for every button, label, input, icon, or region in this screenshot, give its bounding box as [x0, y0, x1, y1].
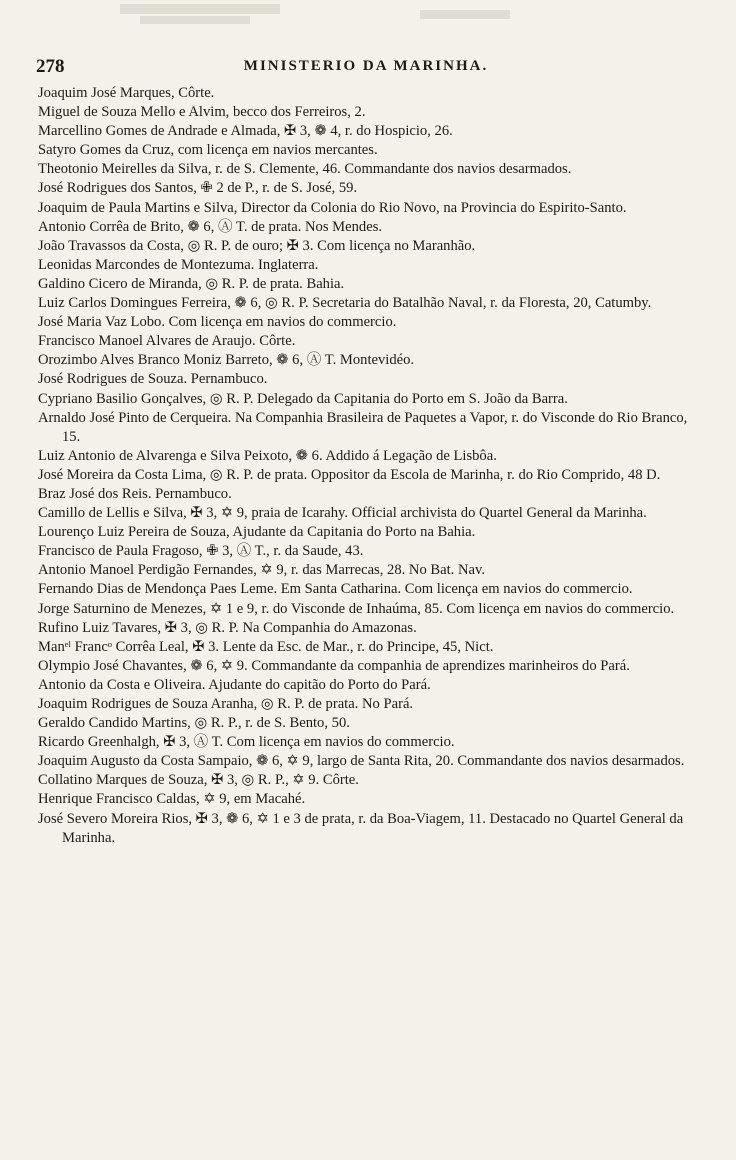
list-entry: Geraldo Candido Martins, ◎ R. P., r. de S. Bento, 50. — [38, 715, 350, 732]
list-entry: Jorge Saturnino de Menezes, ✡ 1 e 9, r. do Visconde de Inhaúma, 85. Com licença em navios do commercio. — [38, 600, 675, 617]
page-header — [36, 56, 696, 80]
list-entry: Theotonio Meirelles da Silva, r. de S. Clemente, 46. Commandante dos navios desarmados. — [38, 161, 572, 178]
list-entry: José Maria Vaz Lobo. Com licença em navios do commercio. — [38, 314, 397, 331]
list-entry: Satyro Gomes da Cruz, com licença em navios mercantes. — [38, 142, 378, 159]
list-entry: Antonio Corrêa de Brito, ❁ 6, Ⓐ T. de prata. Nos Mendes. — [38, 218, 383, 235]
list-entry: Francisco Manoel Alvares de Araujo. Côrte. — [38, 333, 296, 350]
list-entry: Miguel de Souza Mello e Alvim, becco dos Ferreiros, 2. — [38, 104, 366, 121]
list-entry: Cypriano Basilio Gonçalves, ◎ R. P. Delegado da Capitania do Porto em S. João da Barra. — [38, 390, 568, 407]
list-entry: Joaquim José Marques, Côrte. — [38, 85, 215, 101]
list-entry: Luiz Antonio de Alvarenga e Silva Peixoto, ❁ 6. Addido á Legação de Lisbôa. — [38, 447, 497, 464]
list-entry: Galdino Cicero de Miranda, ◎ R. P. de prata. Bahia. — [38, 275, 345, 292]
bleed-through-mark — [120, 0, 280, 30]
list-entry: José Moreira da Costa Lima, ◎ R. P. de prata. Oppositor da Escola de Marinha, r. do Rio Comprido, 48 D. — [38, 466, 661, 483]
running-title: MINISTERIO DA MARINHA. — [243, 58, 489, 74]
list-entry: Joaquim Augusto da Costa Sampaio, ❁ 6, ✡ 9, largo de Santa Rita, 20. Commandante dos navios desarmados. — [38, 753, 685, 770]
list-entry: Antonio da Costa e Oliveira. Ajudante do capitão do Porto do Pará. — [38, 676, 431, 693]
page-number: 278 — [36, 56, 65, 77]
list-entry: Collatino Marques de Souza, ✠ 3, ◎ R. P., ✡ 9. Côrte. — [38, 772, 359, 789]
list-entry: Ricardo Greenhalgh, ✠ 3, Ⓐ T. Com licença em navios do commercio. — [38, 734, 455, 751]
bleed-through-mark-right — [420, 4, 510, 26]
list-entry: Joaquim Rodrigues de Souza Aranha, ◎ R. P. de prata. No Pará. — [38, 696, 414, 712]
personnel-list — [38, 84, 688, 848]
list-entry: José Rodrigues dos Santos, ✙ 2 de P., r. de S. José, 59. — [38, 180, 358, 197]
list-entry: Camillo de Lellis e Silva, ✠ 3, ✡ 9, praia de Icarahy. Official archivista do Quartel General da Marinha. — [38, 505, 647, 522]
list-entry: João Travassos da Costa, ◎ R. P. de ouro; ✠ 3. Com licença no Maranhão. — [38, 237, 476, 254]
list-entry: José Rodrigues de Souza. Pernambuco. — [38, 371, 268, 388]
list-entry: José Severo Moreira Rios, ✠ 3, ❁ 6, ✡ 1 e 3 de prata, r. da Boa-Viagem, 11. Destacado no Quartel General da Marinha. — [38, 810, 684, 846]
list-entry: Manᵉˡ Francᵒ Corrêa Leal, ✠ 3. Lente da Esc. de Mar., r. do Principe, 45, Nict. — [38, 638, 494, 655]
list-entry: Arnaldo José Pinto de Cerqueira. Na Companhia Brasileira de Paquetes a Vapor, r. do Visconde do Rio Branco, 15. — [38, 409, 688, 445]
list-entry: Rufino Luiz Tavares, ✠ 3, ◎ R. P. Na Companhia do Amazonas. — [38, 619, 417, 636]
list-entry: Leonidas Marcondes de Montezuma. Inglaterra. — [38, 256, 319, 273]
list-entry: Joaquim de Paula Martins e Silva, Director da Colonia do Rio Novo, na Provincia do Espirito-Santo. — [38, 199, 627, 216]
list-entry: Luiz Carlos Domingues Ferreira, ❁ 6, ◎ R. P. Secretaria do Batalhão Naval, r. da Floresta, 20, Catumby. — [38, 295, 652, 312]
list-entry: Fernando Dias de Mendonça Paes Leme. Em Santa Catharina. Com licença em navios do commercio. — [38, 581, 633, 598]
list-entry: Francisco de Paula Fragoso, ✙ 3, Ⓐ T., r. da Saude, 43. — [38, 543, 364, 560]
list-entry: Lourenço Luiz Pereira de Souza, Ajudante da Capitania do Porto na Bahia. — [38, 524, 476, 541]
list-entry: Orozimbo Alves Branco Moniz Barreto, ❁ 6, Ⓐ T. Montevidéo. — [38, 352, 415, 369]
list-entry: Antonio Manoel Perdigão Fernandes, ✡ 9, r. das Marrecas, 28. No Bat. Nav. — [38, 562, 485, 579]
list-entry: Olympio José Chavantes, ❁ 6, ✡ 9. Commandante da companhia de aprendizes marinheiros do Pará. — [38, 657, 630, 674]
list-entry: Henrique Francisco Caldas, ✡ 9, em Macahé. — [38, 791, 306, 808]
list-entry: Braz José dos Reis. Pernambuco. — [38, 485, 232, 502]
list-entry: Marcellino Gomes de Andrade e Almada, ✠ 3, ❁ 4, r. do Hospicio, 26. — [38, 123, 453, 140]
